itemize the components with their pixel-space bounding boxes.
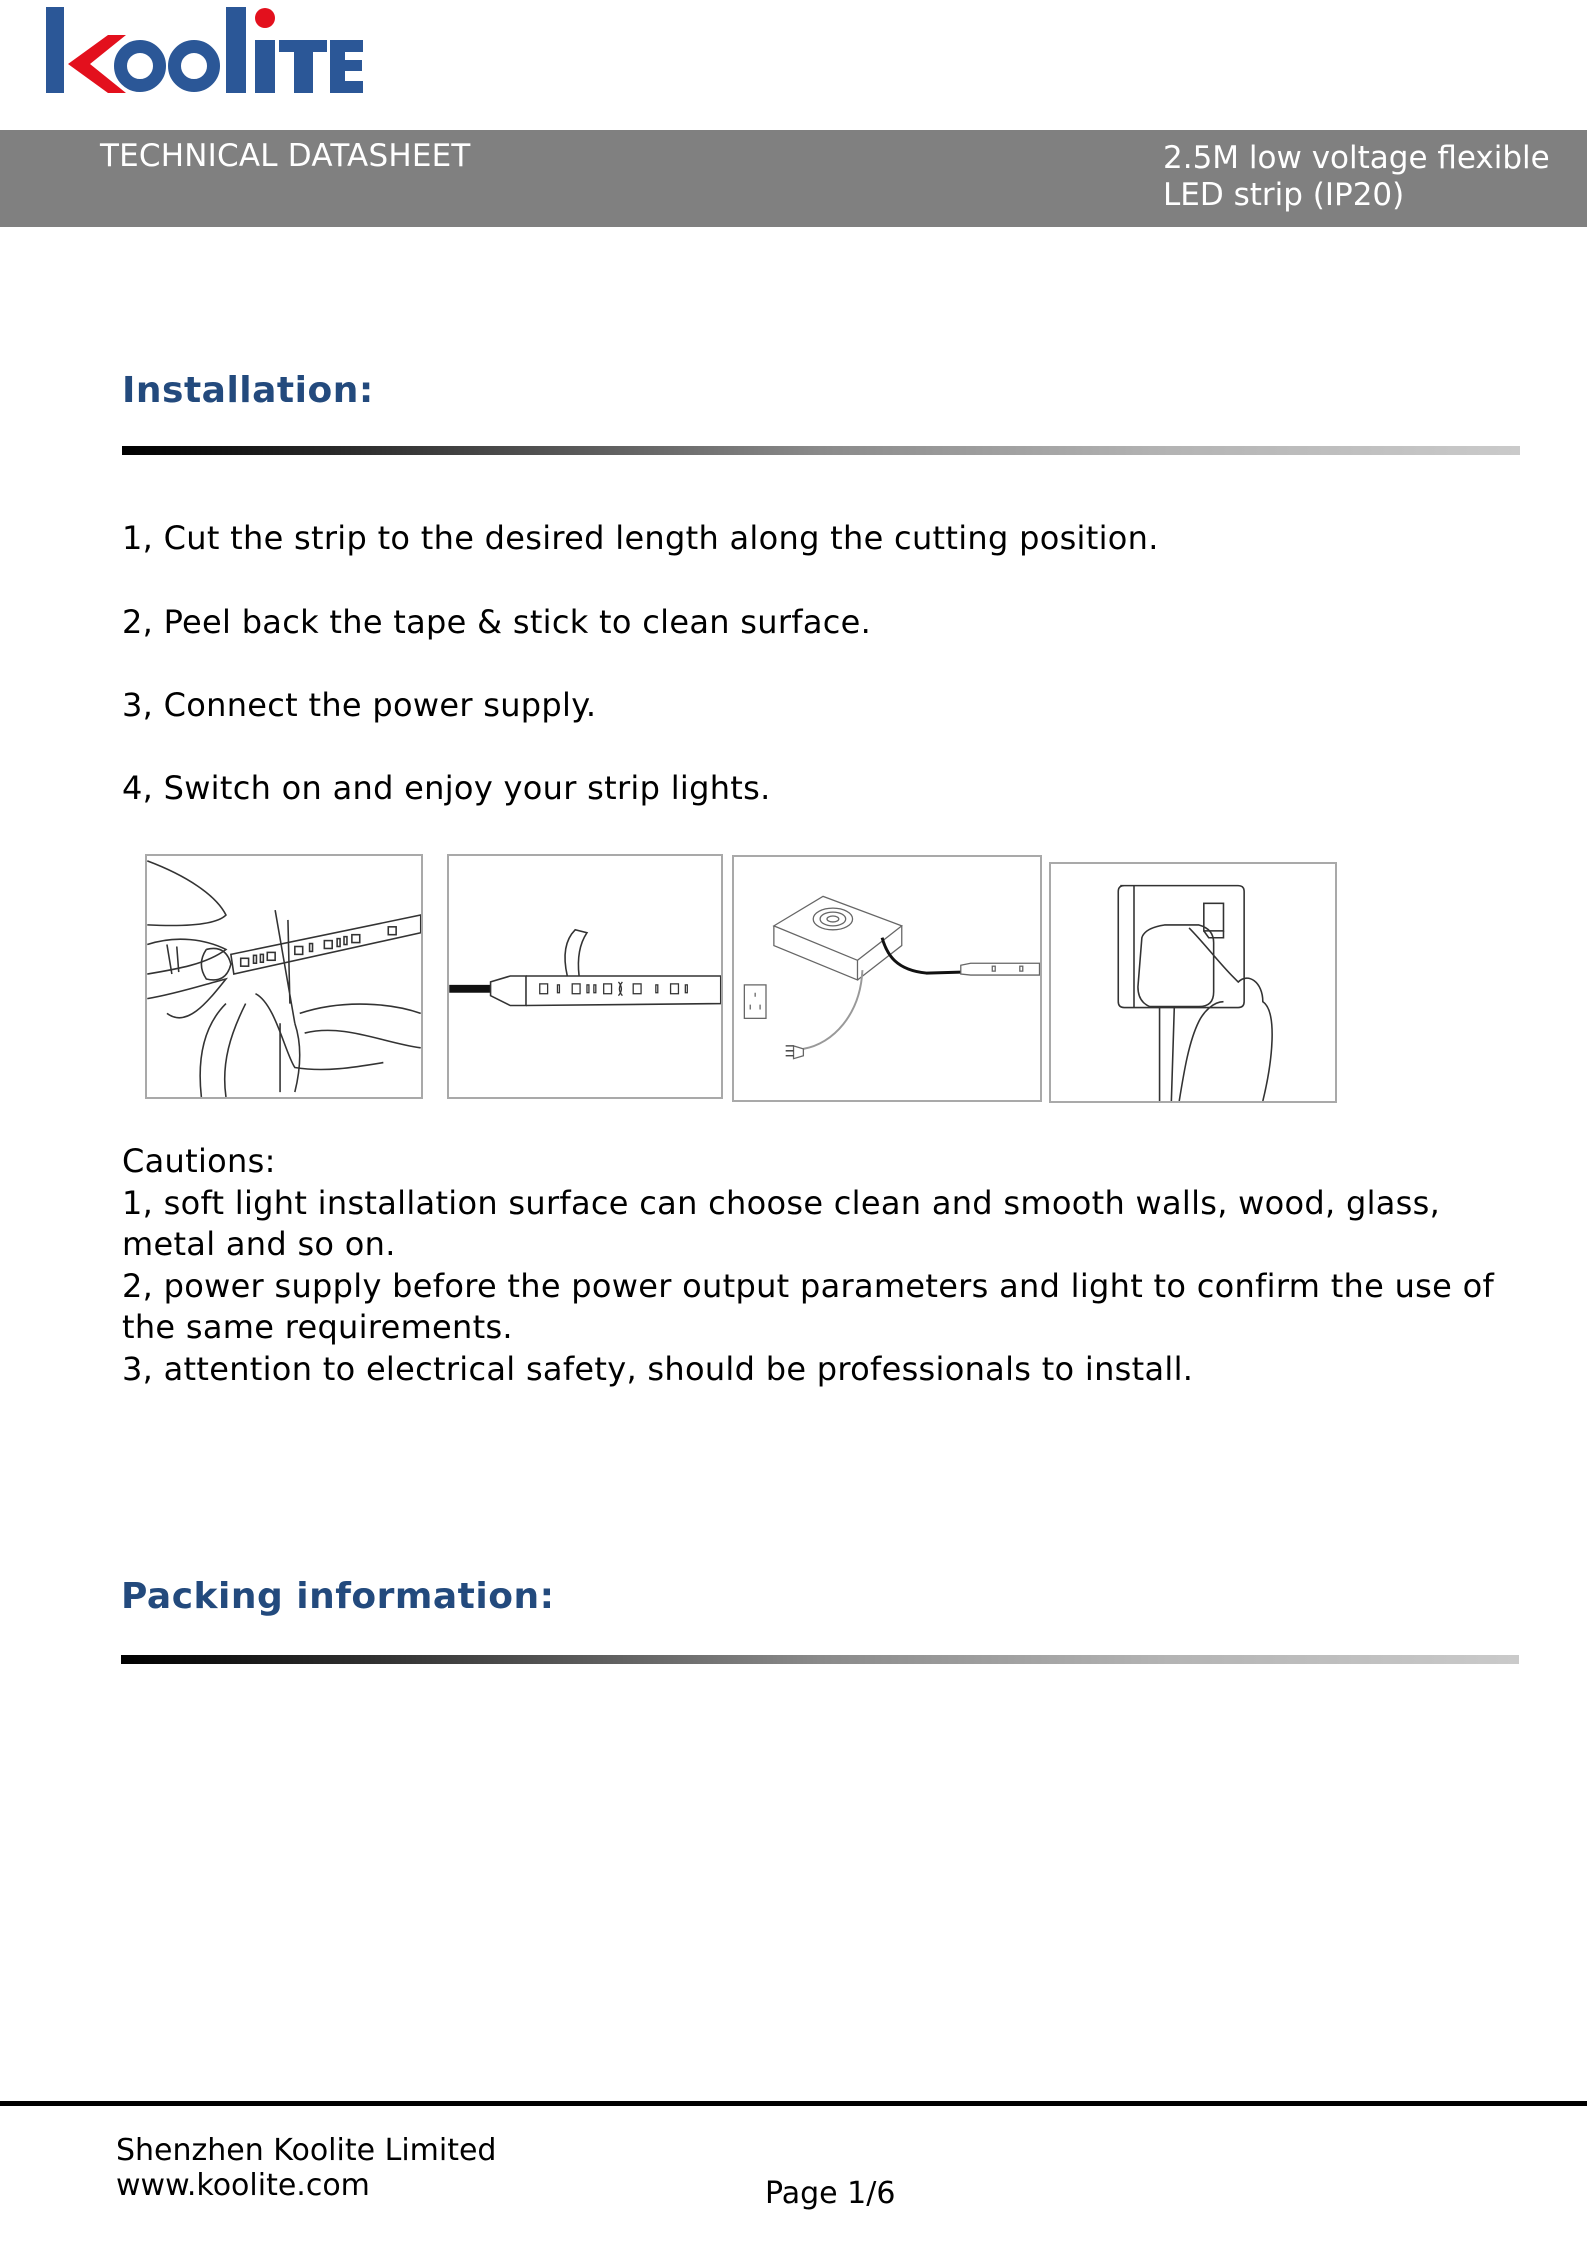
footer-website-link[interactable]: www.koolite.com (116, 2168, 370, 2203)
caution-line: the same requirements. (122, 1308, 513, 1346)
koolite-logo (40, 0, 380, 100)
caution-line: 1, soft light installation surface can choose clean and smooth walls, wood, glass, (122, 1183, 1441, 1222)
logo-i (255, 40, 275, 93)
logo-e-top (330, 40, 363, 52)
page-number: Page 1/6 (765, 2176, 896, 2211)
logo-o1 (121, 47, 160, 86)
product-title-line-2: LED strip (IP20) (1163, 177, 1405, 213)
logo-dot (255, 8, 275, 28)
product-title (1163, 140, 1583, 214)
product-title-line-1: 2.5M low voltage flexible (1163, 140, 1550, 176)
document-type: TECHNICAL DATASHEET (100, 138, 471, 174)
installation-step-3: 3, Connect the power supply. (122, 686, 597, 724)
packing-heading: Packing information: (121, 1576, 555, 1617)
cautions-block (122, 1141, 1522, 1390)
installation-step-2: 2, Peel back the tape & stick to clean surface. (122, 603, 872, 641)
installation-heading: Installation: (122, 370, 374, 411)
logo-l (226, 7, 246, 93)
footer-company: Shenzhen Koolite Limited (116, 2133, 497, 2168)
cautions-title: Cautions: (122, 1142, 276, 1180)
installation-step-4: 4, Switch on and enjoy your strip lights. (122, 769, 771, 807)
logo-t-stem (294, 40, 313, 93)
logo-e-bottom (330, 81, 363, 93)
caution-line: 2, power supply before the power output parameters and light to confirm the use of (122, 1266, 1495, 1305)
installation-step-1: 1, Cut the strip to the desired length along the cutting position. (122, 519, 1159, 557)
peel-tape-illustration (447, 854, 723, 1099)
power-supply-illustration (732, 855, 1042, 1102)
cutting-strip-illustration (145, 854, 423, 1099)
installation-divider (122, 446, 1520, 455)
caution-line: 3, attention to electrical safety, should be professionals to install. (122, 1349, 1194, 1388)
caution-line: metal and so on. (122, 1225, 396, 1263)
logo-e-mid (330, 60, 362, 71)
logo-o2 (175, 47, 214, 86)
footer-divider (0, 2101, 1587, 2106)
logo-k-stem (46, 7, 64, 93)
switch-on-illustration (1049, 862, 1337, 1103)
packing-divider (121, 1655, 1519, 1664)
